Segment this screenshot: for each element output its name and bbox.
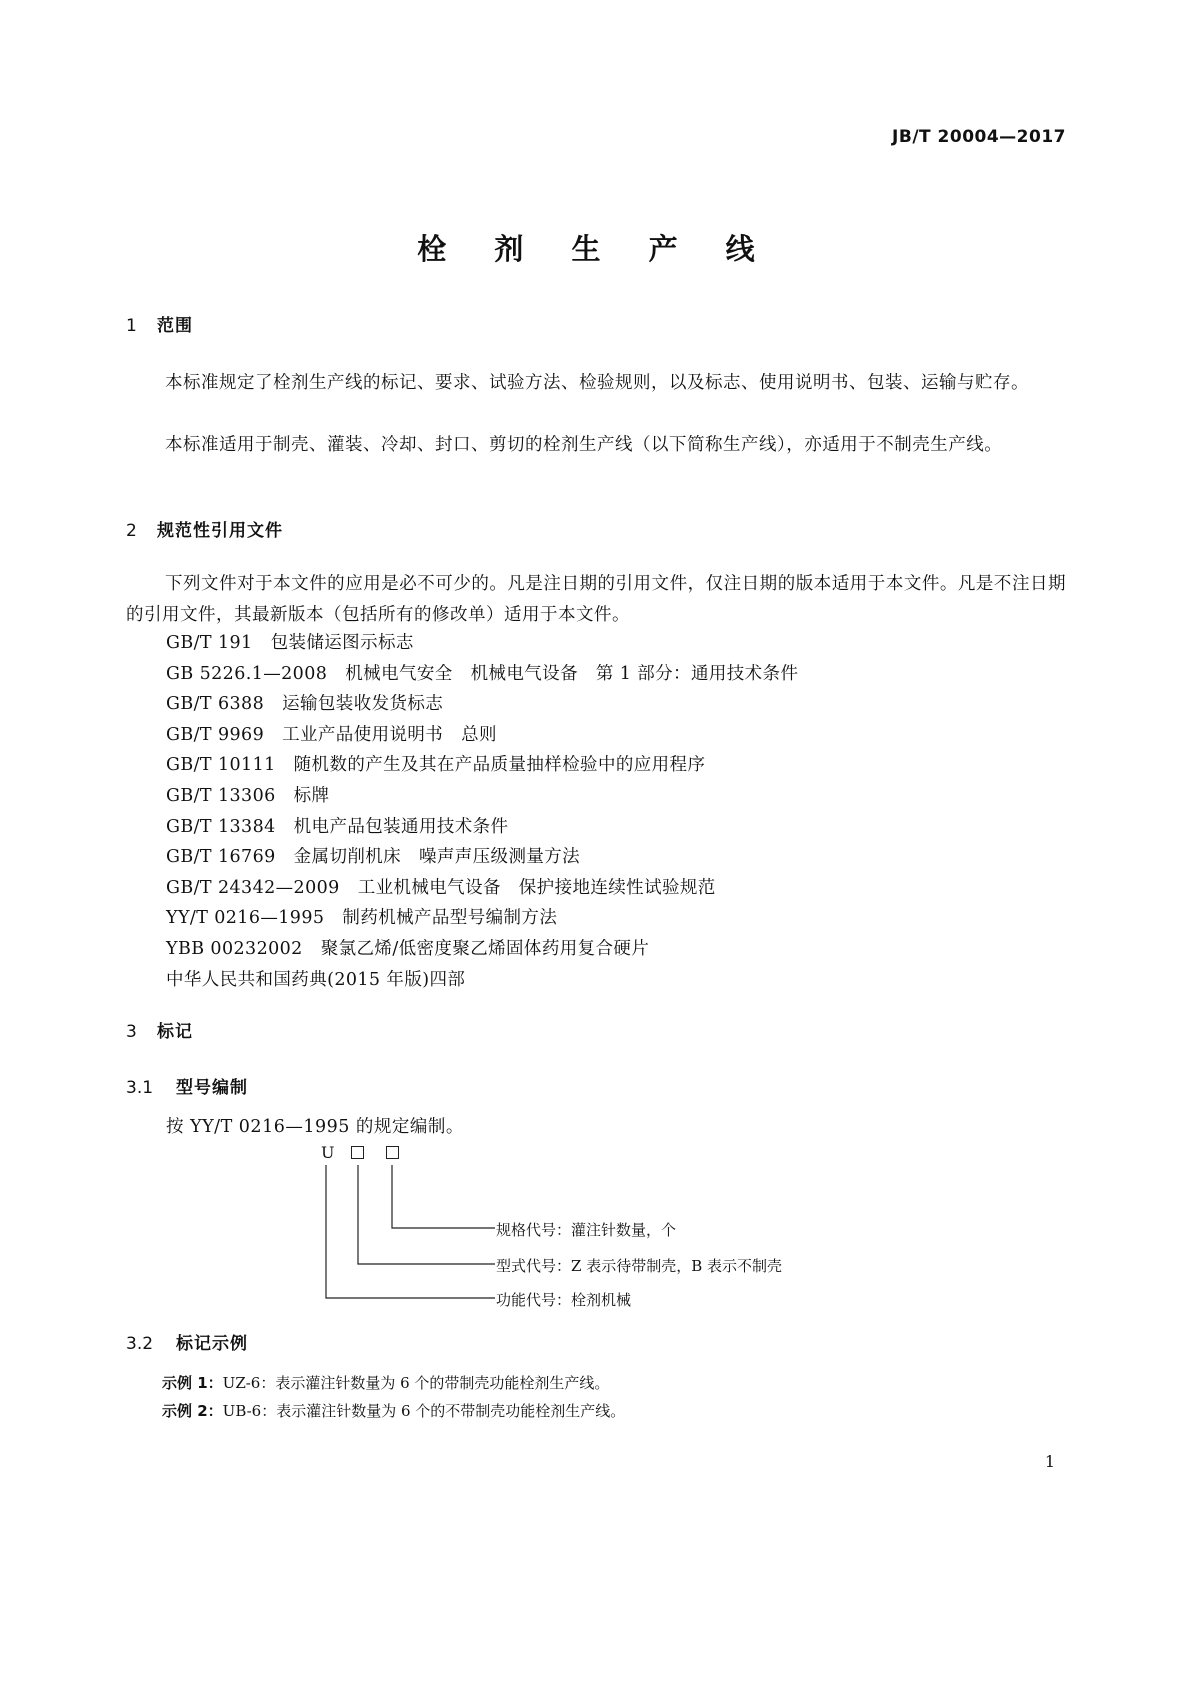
section-label: 范围 [157, 316, 193, 336]
standard-code: JB/T 20004—2017 [892, 127, 1066, 147]
reference-item [166, 842, 798, 873]
section-label: 型号编制 [176, 1078, 248, 1098]
scope-paragraph-1: 本标准规定了栓剂生产线的标记、要求、试验方法、检验规则，以及标志、使用说明书、包装、运输与贮存。 [165, 373, 1029, 393]
reference-item [166, 750, 798, 781]
function-letter: U [321, 1143, 335, 1162]
reference-item [166, 965, 798, 996]
model-intro: 按 YY/T 0216—1995 的规定编制。 [166, 1117, 464, 1137]
reference-code: GB/T 191 [166, 633, 253, 653]
reference-item [166, 659, 798, 690]
reference-code: GB/T 6388 [166, 694, 265, 715]
section-1-heading [126, 311, 193, 336]
function-code-label: 功能代号：栓剂机械 [496, 1291, 632, 1309]
reference-title: 制药机械产品型号编制方法 [342, 908, 558, 929]
model-code-diagram [310, 1143, 830, 1315]
reference-item [166, 781, 798, 812]
reference-title: 标牌 [293, 785, 330, 806]
reference-title: 工业产品使用说明书 总则 [282, 724, 497, 745]
reference-code: GB/T 10111 [166, 755, 276, 776]
reference-code: GB/T 9969 [166, 724, 265, 745]
section-3-heading [126, 1017, 193, 1042]
section-number: 3.1 [126, 1078, 154, 1098]
example-2 [162, 1400, 625, 1421]
reference-item [166, 689, 798, 720]
section-label: 规范性引用文件 [157, 521, 283, 541]
section-number: 2 [126, 521, 137, 541]
section-3-2-heading [126, 1329, 248, 1354]
normative-intro: 下列文件对于本文件的应用是必不可少的。凡是注日期的引用文件，仅注日期的版本适用于本文件。凡是不注日期的引用文件，其最新版本（包括所有的修改单）适用于本文件。 [126, 574, 1066, 625]
section-label: 标记示例 [176, 1334, 248, 1354]
reference-code: GB/T 16769 [166, 847, 276, 868]
document-title: 栓 剂 生 产 线 [417, 232, 774, 266]
section-number: 3.2 [126, 1334, 154, 1354]
example-label: 示例 2： [162, 1402, 223, 1420]
reference-item [166, 873, 798, 904]
reference-code: GB 5226.1—2008 [166, 663, 328, 684]
section-number: 3 [126, 1022, 137, 1042]
reference-title: 中华人民共和国药典(2015 年版)四部 [166, 969, 466, 990]
reference-code: GB/T 24342—2009 [166, 877, 340, 898]
reference-item [166, 903, 798, 934]
reference-code: GB/T 13306 [166, 785, 276, 806]
reference-code: YY/T 0216—1995 [166, 908, 325, 929]
scope-paragraph-2: 本标准适用于制壳、灌装、冷却、封口、剪切的栓剂生产线（以下简称生产线），亦适用于不制壳生产线。 [165, 435, 1003, 455]
reference-item [166, 812, 798, 843]
section-2-heading [126, 516, 283, 541]
example-text: UB-6：表示灌注针数量为 6 个的不带制壳功能栓剂生产线。 [222, 1402, 626, 1420]
reference-title: 金属切削机床 噪声声压级测量方法 [293, 847, 581, 868]
spec-code-label: 规格代号：灌注针数量，个 [496, 1221, 677, 1239]
reference-code: GB/T 13384 [166, 816, 276, 837]
reference-list [166, 628, 798, 995]
reference-title: 机电产品包装通用技术条件 [293, 816, 509, 837]
example-1 [162, 1372, 609, 1393]
type-code-label: 型式代号：Z 表示待带制壳，B 表示不制壳 [496, 1257, 782, 1275]
reference-item [166, 628, 798, 659]
example-text: UZ-6：表示灌注针数量为 6 个的带制壳功能栓剂生产线。 [222, 1374, 610, 1392]
section-number: 1 [126, 316, 137, 336]
section-3-1-heading [126, 1073, 248, 1098]
reference-title: 随机数的产生及其在产品质量抽样检验中的应用程序 [293, 755, 706, 776]
reference-title: 机械电气安全 机械电气设备 第 1 部分：通用技术条件 [345, 663, 799, 684]
reference-title: 运输包装收发货标志 [282, 694, 444, 715]
reference-code: YBB 00232002 [166, 938, 303, 959]
reference-item [166, 720, 798, 751]
example-label: 示例 1： [162, 1374, 223, 1392]
reference-title: 工业机械电气设备 保护接地连续性试验规范 [357, 877, 716, 898]
page-number: 1 [1044, 1452, 1055, 1471]
reference-title: 聚氯乙烯/低密度聚乙烯固体药用复合硬片 [320, 938, 650, 959]
reference-item [166, 934, 798, 965]
section-label: 标记 [157, 1022, 193, 1042]
reference-title: 包装储运图示标志 [270, 633, 414, 653]
